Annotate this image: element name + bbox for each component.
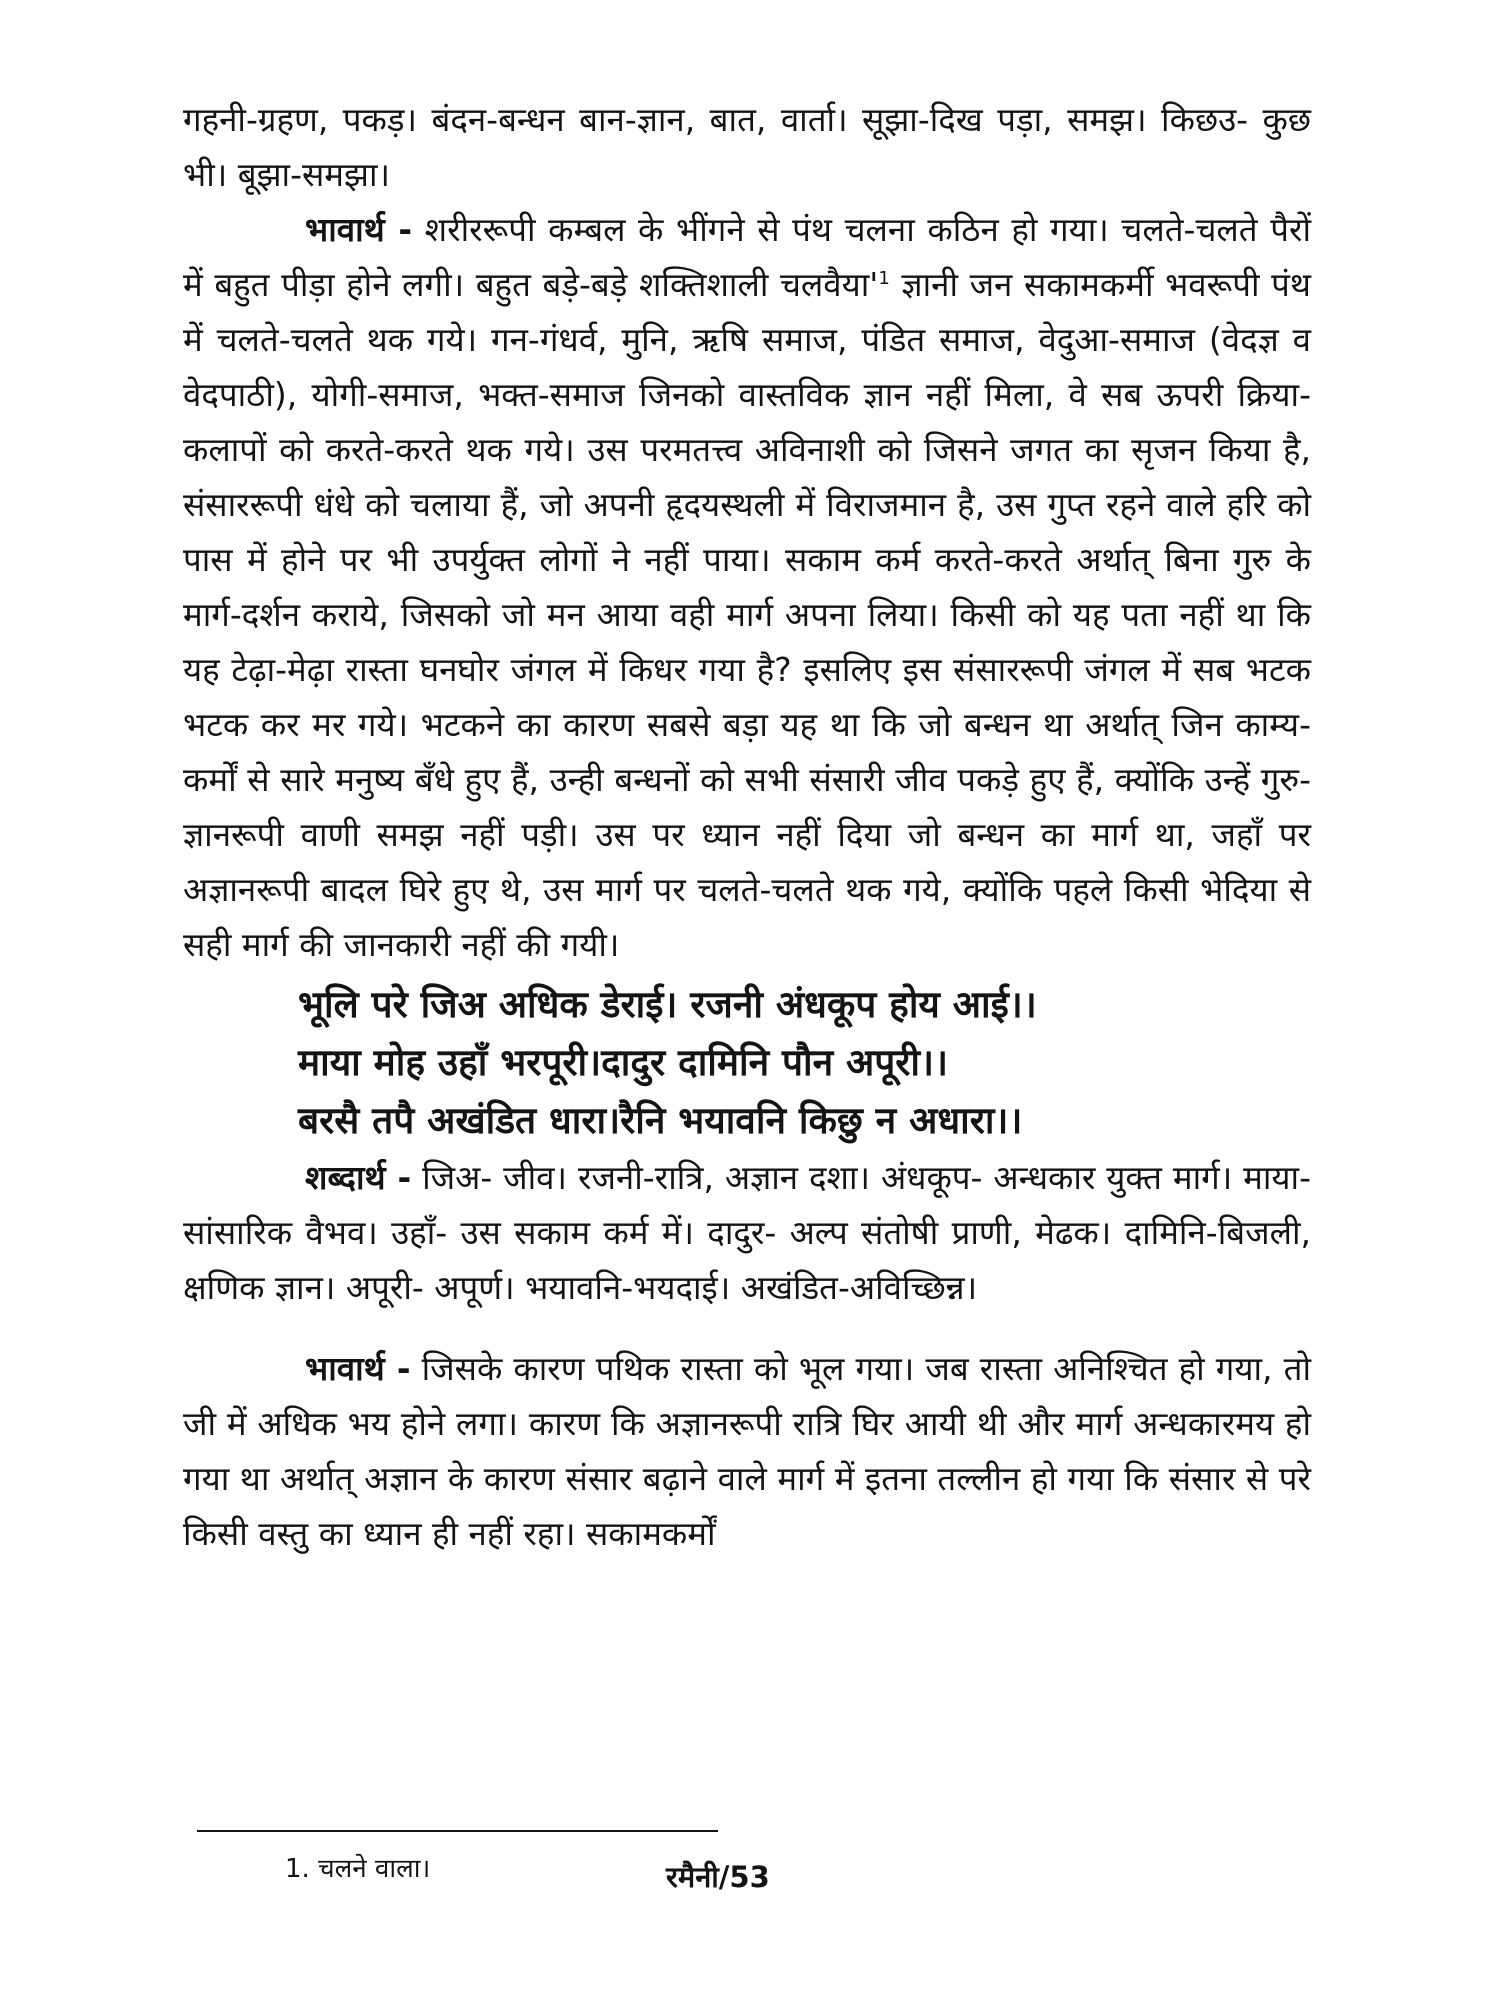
bhavarth-label: भावार्थ -: [305, 210, 413, 249]
footnote-marker: 1: [878, 268, 890, 289]
shabdarth-paragraph: [183, 1150, 1311, 1315]
bhavarth-paragraph-2: [183, 1341, 1311, 1561]
bhavarth-text-2: जिसके कारण पथिक रास्ता को भूल गया। जब रास्ता अनिश्चित हो गया, तो जी में अधिक भय होने लगा। कारण कि अज्ञानरूपी रात्रि घिर आयी थी और मार्ग अन्धकारमय हो गया था अर्थात् अज्ञान के कारण संसार बढ़ाने वाले मार्ग में इतना तल्लीन हो गया कि संसार से परे किसी वस्तु का ध्यान ही नहीं रहा। सकामकर्मों: [183, 1349, 1311, 1553]
verse-line-3: बरसै तपै अखंडित धारा।रैनि भयावनि किछु न अधारा।।: [298, 1099, 1023, 1142]
shabdarth-label: शब्दार्थ -: [305, 1158, 412, 1197]
footnote: 1. चलने वाला।: [285, 1854, 431, 1884]
verse-block: [298, 976, 1311, 1150]
underline-rule: [197, 1830, 718, 1832]
verse-line-2: माया मोह उहाँ भरपूरी।दादुर दामिनि पौन अपूरी।।: [298, 1041, 949, 1084]
page-number: रमैनी/53: [666, 1860, 770, 1894]
bhavarth-text-b: ज्ञानी जन सकामकर्मी भवरूपी पंथ में चलते-चलते थक गये। गन-गंधर्व, मुनि, ऋषि समाज, पंडित समाज, वेदुआ-समाज (वेदज्ञ व वेदपाठी), योगी-समाज, भक्त-समाज जिनको वास्तविक ज्ञान नहीं मिला, वे सब ऊपरी क्रिया-कलापों को करते-करते थक गये। उस परमतत्त्व अविनाशी को जिसने जगत का सृजन किया है, संसाररूपी धंधे को चलाया हैं, जो अपनी हृदयस्थली में विराजमान है, उस गुप्त रहने वाले हरि को पास में होने पर भी उपर्युक्त लोगों ने नहीं पाया। सकाम कर्म करते-करते अर्थात् बिना गुरु के मार्ग-दर्शन कराये, जिसको जो मन आया वही मार्ग अपना लिया। किसी को यह पता नहीं था कि यह टेढ़ा-मेढ़ा रास्ता घनघोर जंगल में किधर गया है? इसलिए इस संसाररूपी जंगल में सब भटक भटक कर मर गये। भटकने का कारण सबसे बड़ा यह था कि जो बन्धन था अर्थात् जिन काम्य-कर्मों से सारे मनुष्य बँधे हुए हैं, उन्ही बन्धनों को सभी संसारी जीव पकड़े हुए हैं, क्योंकि उन्हें गुरु-ज्ञानरूपी वाणी समझ नहीं पड़ी। उस पर ध्यान नहीं दिया जो बन्धन का मार्ग था, जहाँ पर अज्ञानरूपी बादल घिरे हुए थे, उस मार्ग पर चलते-चलते थक गये, क्योंकि पहले किसी भेदिया से सही मार्ग की जानकारी नहीं की गयी।: [183, 265, 1311, 964]
bhavarth-text-a: शरीररूपी कम्बल के भींगने से पंथ चलना कठिन हो गया। चलते-चलते पैरों में बहुत पीड़ा होने लगी। बहुत बड़े-बड़े शक्तिशाली चलवैया': [183, 210, 1311, 304]
bhavarth-label-2: भावार्थ -: [305, 1349, 411, 1388]
glossary-paragraph-1: गहनी-ग्रहण, पकड़। बंदन-बन्धन बान-ज्ञान, बात, वार्ता। सूझा-दिख पड़ा, समझ। किछउ- कुछ भी। बूझा-समझा।: [183, 100, 1311, 194]
verse-line-1: भूलि परे जिअ अधिक डेराई। रजनी अंधकूप होय आई।।: [298, 983, 1037, 1026]
bhavarth-paragraph-1: [183, 202, 1311, 972]
shabdarth-text: जिअ- जीव। रजनी-रात्रि, अज्ञान दशा। अंधकूप- अन्धकार युक्त मार्ग। माया-सांसारिक वैभव। उहाँ- उस सकाम कर्म में। दादुर- अल्प संतोषी प्राणी, मेढक। दामिनि-बिजली, क्षणिक ज्ञान। अपूरी- अपूर्ण। भयावनि-भयदाई। अखंडित-अविच्छिन्न।: [183, 1158, 1311, 1307]
page-body: [183, 92, 1311, 1561]
